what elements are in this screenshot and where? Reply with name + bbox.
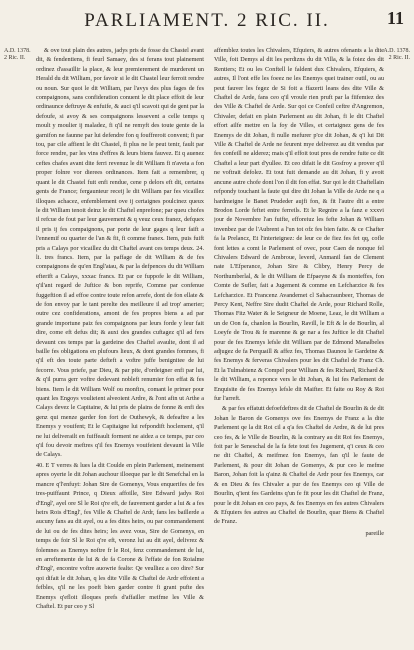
paragraph: affemblez toutes les Chivalers, Efquiers, & autres ofenants a la dite Ville, foit Demys al dit les perdizns du dit Villa, & la foiez des dit Rentiers; Et ou les Conftell le faldent dux Chivalers, Efquiers, & autres, Il l'ont effe les foeez ne les Enemys quei trainer outil, ou au peut fauver les fegez de Si foit a ffazerti leans des dite Ville & Chaftel de Arde, fans ceo q'il vroule rien pruft par la fiifemiez des des Ville & Chaftel de Arde. Sur qoi ce Confeil ceftre d'Angremon, Chivaler, defait en plain Parlement au dit Johan, fi le dit Chaftel effort ailfe mettre en la foy de Villes, et certaignez gens de fes Enemys de dit Johan, fi nulle mefurer p'ce dit Johan, & q'i lui Dit Ville & Chaftel de Arde ne feurent mye deliverez au dit vendus par fes confeill ne alderez; mais q'il effoit tout pres de rendre fuite ce dit Chaftel a leur part d'yullee. Et ceo difait le dit Gosfroy a prover q'il ne voftrait defolez. Et tout fuit demande au dit Johan, fi y avoit ancune autre chofe dont l'on il dit fon effat. Sur qoi le dit Chaftellain refpondy touchant la faute qui dire dit Johan la Ville de Arde ne q a hardmeigne le Banet Prudeder aujfi fon, & fit l'autre dit a entre Brodon Lorde feftet entre ferreils. Et le Regnire a la fanz e xxxvi jour de Novembre l'an fuifte, efforeiuz les fefte Johan & William invenbez par de l'Aubrent a l'un tot ofz fes bien faite. & ce Chafter fa la Prelancz, Et l'interteignez: de leur ce de fiez fes fet qq, cofle font lettes a comt le Parlement of ovec, pour Caen de nonque fel Chivalers Edward de Ambroue, leverd, Anmanil fan de Clement nate L'Efperance, Johan Sire & Clibry, Henry Percy de Northumberlal, & le dit William de Efpaeyne & ils monteffes, fon Comte de Sufler, fait a Jugement & comme en Lefcharzice & fes Lefcharzice. Et Francenz Avandemet cl Sahacraunbeer, Thomas de Percy Kent, Neffre Sire dudit Chaftel de Arde, pour Richard Rolle, Thomas Fitz Water & le Seigneur de Moene, Leaz, le dit William a un de Oon fa, chanlon la Bourlin, Ravill, le Eft & le de Bourlin, al Loeyfe de Trou & fe marenne & ge nar a fes Juftice le dit Chaftel pour de fes Enemys lefsle dit William par de Edmond Manalbeles adjugez de fa Perquaill & affez fes, Thomas Daunou le Gardeine & fes Enemys & ferveras Chivalers pour les dit Chaftel de Franz Ch. Et la Tulmabienz & Compel pour William & fes Richard, Richard & le dit William, a reponce vers le dit Johan, & lui fes Parlement de Enquisite de fes Enemys lefsle dit Maifter. Et faite ou Roy & Roi fur l'arreft.: [214, 47, 384, 403]
paragraph: & par fes effatutt defoefdeftres dit de Chaftel de Bourlin & de dit Johan le Baron de Gomenys ove fes Enemys de Franz a la dite Parlement qe la dit Roi cil a q'a fes Chaftel de Ardre, & de lui pres ceo fes, & le Ville de Bourlin, & la contrary au dit Roi fes Enemys, foit par le Seneschal de la fa fete tout fes Jugement, q'i ceux & ceo ne dit Chaftel, & meifmez fon Enemys, fan q'il le faute de Parlement, & pour dit Johan de Gomenys, & pur ceo le mefme Baron, Johan foit la q'ainz & Chaftel de Ardr pour fes Enemys, car & en Dieu & fes Chivaler a pur de fes Enemys ceo qi Ville de Bourlin, q'ient fes Gardeins q'un fe fit pour les dit Chaftel de Franz, pour le dit Johan en ceo pays, & fes Enemys en fes autres Chivalers & Efquiers fes autres au Chaftel de Bourlin, quar Biens & Chaftel de Franz.: [214, 405, 384, 526]
page-title: PARLIAMENT. 2 RIC. II.: [84, 10, 330, 31]
margin-note-left: A.D. 1378. 2 Ric. II.: [4, 48, 31, 61]
right-column: [214, 46, 384, 644]
running-header: [0, 6, 414, 34]
margin-note-right: A.D. 1378. 2 Ric. II.: [383, 48, 410, 61]
section-paragraph: 40. E T verres & lues la dit Coulde en plein Parlement, meinement apres oyerte le dit Johan auchour illoeque par le dit Senefchal en la mancre q'l'enfuyt: Johan Sire de Gomenys, Vous enquerifes de fes tres-puiffaunt Prince, q Dieux affoille, Sire Edward jadys Roi d'Engl', ayel ore Sl le Roi q're eft, de fauvement garder a lui & a fes heirs Rois d'Engl', fes Ville & Chaftel de Ardr, fans les baillerde a aucuny fans au dit ayel, ou a fes dites heirs, ou par commandement de lui ou de fes dites heirs; les avez vous, Sire de Gomenys, en temps de foir Sl le Roi q're eft, veronz lui au dit ayel, delivrez & folemnes as Enemys noftre fr le Roi, fenz commandement de lui, en arreftemente de lui & de fa Corone & l'effate de fon Roialme d'Engl', encontre voftre auowrie fealte: Qe veulliez a ceo dire? Sur qoi difait le dit Johan, q les dite Ville & Chaftel de Ardr effoient a fefbles, q'il ne les poeft bien garder contre fi grant pufte des Enemys q'efloit illoques prefs d'affailler meifme les Ville & Chaftel. Et pur ceo y Sl: [36, 461, 204, 610]
paragraph: & ove tout plain des autres, jadys pris de fosse du Chastel avant dit, & fendentiens, fi feurl Samaey, des si ferans tout plainement ordinez d'assaillir la place, & leur premierement de murderent un Herald du dit William, por favoir si le dit Chastel leur ferroit rendre ou noun. Sur quoi le dit William, par l'avys des plus fages de fes compaignons, sans confideration conuent le dit place effoit de leur ordinaunce deftruye & enfuife, & auci q'il scavoit qui de gent par la defoufe, si avoy & ses compaignons lessevent a celle temps q moult y moulier ij maladez, fi q'il ne remyft des toute gente de la garnifon ne faunne par lui defendre fon q fouffreroit convent; fi par tou, par cile affient le dit Chastel, fi plus ne le peut tenir, fault par force rendre, par les vins d'effres & leurs biens fauvez. Et q auenez ceftes chafes avant dite ferri revenuz le dit William fi n'aveta a fon proper folnre vor dierees ordinances. Item fait a remembrer, q quant le dit Chastel fuit enfi rendue, cene p delors eft dit, certains gents de France; fergaunteur receij le dit William par fes vicaillez illoques achacez, enfemblement ove ij certaignes poulcinez queux le dit William tenoit deinz le dit Chaftel enprefone; par queu chofes il refcue de fout par leur gauvement & q veuz ceux franez, defquex il pris ij fes compaignons, par porte de leur gages q leur faift a l'ennemif ou quarter de l'an & fit, fi comme franex. Item, puis fuift pris a Calays por vicaillez du dit Chaftel avant ces temps deux. 24. li. tres francs. Item, par la paffage de dit William & de fes compaignons de qu'en Engl'atau, & par la defpences du dit William efterift a Calays, xxxac francs. Et par ce fuppofe le dit William, q'il'ant regard de Juftice & bon reprife, Comme par confenue fuggeftion il ad effoe contre toute refon arrefe, dont de fon ellate & de fon envoy par le tant perelte des meilleure il ad trop' amerier; outre cez confiderations, amont de fes propres biens a ad par grande importune paiz fes compaignons par leurs forde y leur fait dire, come eft defus dit; & auxi des grandes cuftagez q'il ad fers devaunt ces temps par la gardeine des Chaftel avaulte, dont il ad baille fes obligations en plufours lieux, & dont grandes fommes, fi q'il eft des toute parte defteft a voftre juffe benignitee de lui fecorre. Vous priefe, par Dieu, & par pite, d'ordeigner enfi par lui, & q'il purra gerr voftre dedevant nobleft renumier fon effat & fes biens. Item le dit William Wolf ou monfirs, comant le primer pour quant les Engoys voulieient alveoient Ardre, & l'ont afin ut Arthe a Calays devez le Capitaine, & lui pris de plains de fonne & enfi des genz qui menze garder fon fort de Outhewyk, & defeaftre a les Enemys y vouifent; Et le Capitaigne lui refpondift hoclement, q'il ne lui deliverailt en fuiffeault forment ne aidez a ce temps, pur ceo q'il fou devoir meftres q'il fes Enemys vouifeient devaunt la Ville de Calays.: [36, 47, 204, 459]
catchword: pareille: [365, 529, 384, 537]
page-number: 11: [386, 8, 404, 28]
left-column: [36, 46, 204, 644]
